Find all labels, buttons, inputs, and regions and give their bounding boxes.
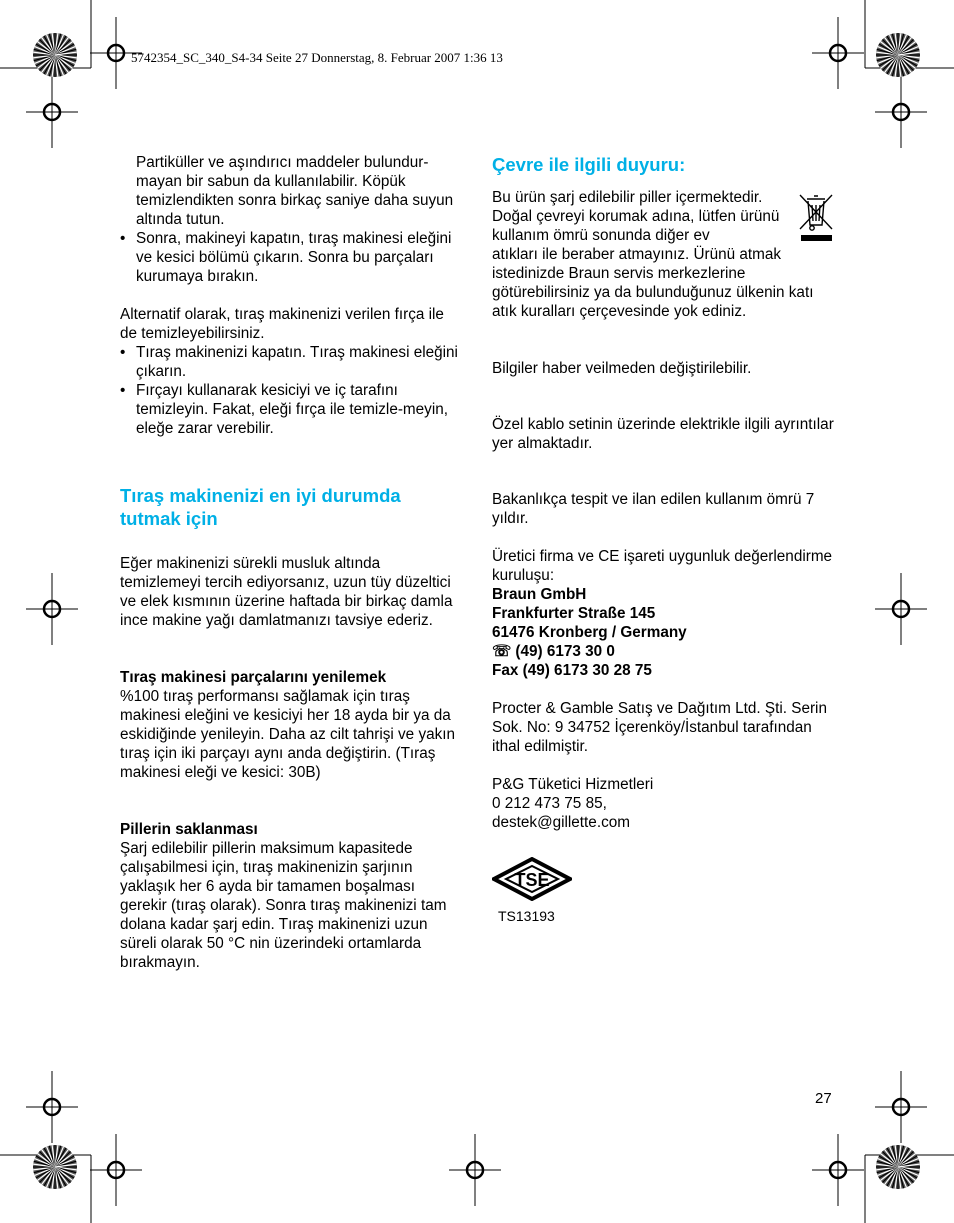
registration-target bbox=[449, 1134, 501, 1206]
registration-target bbox=[90, 1134, 142, 1206]
registration-starburst bbox=[876, 1145, 920, 1189]
bullet-brush-clean: • Fırçayı kullanarak kesiciyi ve iç tarafını temizleyin. Fakat, eleği fırça ile temizle-meyin, eleğe zarar verebilir. bbox=[120, 381, 465, 438]
manufacturer-intro: Üretici firma ve CE işareti uygunluk değerlendirme kuruluşu: bbox=[492, 548, 833, 584]
heading-keep-best-shape: Tıraş makinenizi en iyi durumda tutmak için bbox=[120, 485, 401, 529]
bullet-remove-foil: • Sonra, makineyi kapatın, tıraş makinesi eleğini ve kesici bölümü çıkarın. Sonra bu parçaları kurumaya bırakın. bbox=[120, 229, 465, 286]
registration-starburst bbox=[33, 33, 77, 77]
service-phone: 0 212 473 75 85, bbox=[492, 795, 607, 812]
company-name: Braun GmbH bbox=[492, 586, 587, 603]
right-column bbox=[492, 153, 837, 832]
battery-care-paragraph: Şarj edilebilir pillerin maksimum kapasitede çalışabilmesi için, tıraş makinenizin şarjının yaklaşık her 6 ayda bir tamamen boşalması gerekir (tıraş olarak). Sonra tıraş makinenizi tam dolana kadar şarj edin. Tıraş makinenizi uzun süreli olarak 50 °C nin üzerindeki ortamlarda bırakmayın. bbox=[120, 840, 447, 971]
company-fax: Fax (49) 6173 30 28 75 bbox=[492, 662, 652, 679]
registration-target bbox=[812, 17, 864, 89]
replace-parts-paragraph: %100 tıraş performansı sağlamak için tıraş makinesi eleğini ve kesiciyi her 18 ayda bir ya da eskidiğinde yenileyin. Daha az cilt tahrişi ve yakın tıraş için iki parçayı aynı anda değiştirin. (Tıraş makinesi eleği ve kesici: 30B) bbox=[120, 688, 456, 781]
cable-notice: Özel kablo setinin üzerinde elektrikle ilgili ayrıntılar yer almaktadır. bbox=[492, 416, 834, 452]
registration-target bbox=[875, 76, 927, 148]
service-email: destek@gillette.com bbox=[492, 814, 630, 831]
importer-paragraph: Procter & Gamble Satış ve Dağıtım Ltd. Şti. Serin Sok. No: 9 34752 İçerenköy/İstanbul tarafından ithal edilmiştir. bbox=[492, 700, 827, 755]
registration-target bbox=[812, 1134, 864, 1206]
heading-battery-care: Pillerin saklanması bbox=[120, 821, 258, 838]
heading-environment: Çevre ile ilgili duyuru: bbox=[492, 154, 686, 175]
tse-code: TS13193 bbox=[498, 908, 555, 924]
telephone-icon: ☏ bbox=[492, 643, 516, 660]
registration-starburst bbox=[33, 1145, 77, 1189]
environment-paragraph-a: Bu ürün şarj edilebilir piller içermektedir. Doğal çevreyi korumak adına, lütfen ürünü kullanım ömrü sonunda diğer ev bbox=[492, 189, 780, 244]
company-street: Frankfurter Straße 145 bbox=[492, 605, 656, 622]
oil-paragraph: Eğer makinenizi sürekli musluk altında temizlemeyi tercih ediyorsanız, uzun tüy düzeltici ve elek kısmının üzerine haftada bir birkaç damla ince makine yağı damlatmanızı tavsiye ederiz. bbox=[120, 555, 453, 629]
company-phone bbox=[492, 642, 837, 661]
soap-paragraph: Partiküller ve aşındırıcı maddeler bulundur-mayan bir sabun da kullanılabilir. Köpük temizlendikten sonra birkaç saniye daha suyun altında tutun. bbox=[136, 154, 454, 228]
print-slug: 5742354_SC_340_S4-34 Seite 27 Donnerstag, 8. Februar 2007 1:36 13 bbox=[131, 50, 503, 65]
environment-paragraph-b: atıkları ile beraber atmayınız. Ürünü atmak istedinizde Braun servis merkezlerine götürebilirsiniz ya da bulunduğunuz ülkenin katı atık kuralları çerçevesinde yok ediniz. bbox=[492, 246, 814, 320]
registration-starburst bbox=[876, 33, 920, 77]
heading-replace-parts: Tıraş makinesi parçalarını yenilemek bbox=[120, 669, 387, 686]
company-city: 61476 Kronberg / Germany bbox=[492, 624, 687, 641]
company-phone-number: (49) 6173 30 0 bbox=[515, 643, 615, 660]
crossed-bin-icon bbox=[797, 191, 835, 245]
service-name: P&G Tüketici Hizmetleri bbox=[492, 776, 654, 793]
change-notice: Bilgiler haber veilmeden değiştirilebilir. bbox=[492, 360, 752, 377]
registration-target bbox=[26, 573, 78, 645]
bullet-switch-off: • Tıraş makinenizi kapatın. Tıraş makinesi eleğini çıkarın. bbox=[120, 343, 465, 381]
usage-life-notice: Bakanlıkça tespit ve ilan edilen kullanım ömrü 7 yıldır. bbox=[492, 491, 815, 527]
left-column bbox=[120, 153, 465, 972]
registration-target bbox=[26, 1071, 78, 1143]
brush-intro: Alternatif olarak, tıraş makinenizi verilen fırça ile de temizleyebilirsiniz. bbox=[120, 306, 444, 342]
page-number: 27 bbox=[815, 1090, 832, 1107]
registration-target bbox=[26, 76, 78, 148]
registration-target bbox=[875, 573, 927, 645]
tse-logo-text: TSE bbox=[514, 870, 550, 890]
tse-logo bbox=[492, 857, 572, 924]
registration-target bbox=[875, 1071, 927, 1143]
